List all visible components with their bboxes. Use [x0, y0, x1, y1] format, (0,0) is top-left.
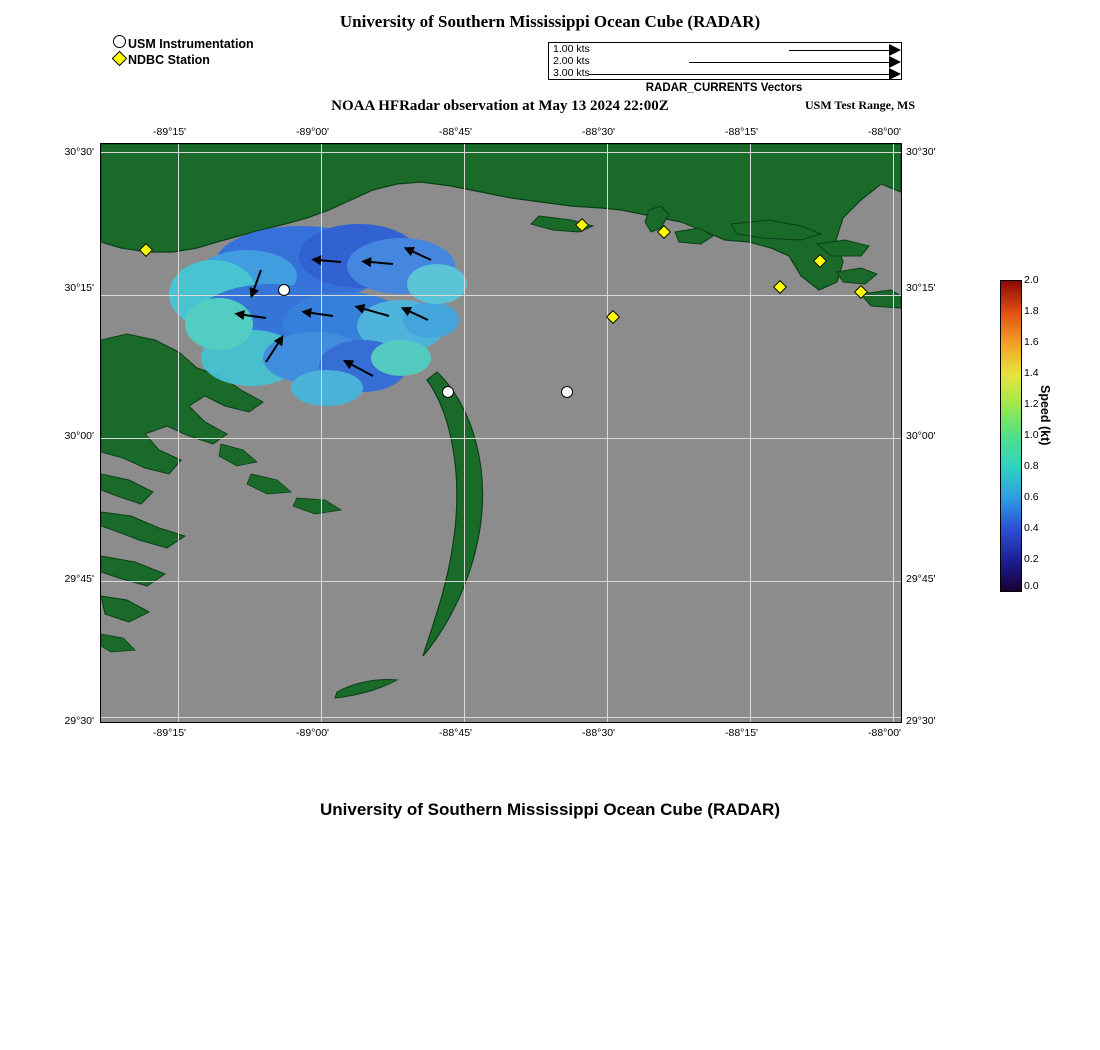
vector-key-row-2	[549, 56, 901, 68]
lat-tick-right-5: 29°30'	[906, 715, 936, 727]
land-delta-speck-2	[247, 474, 291, 494]
grid-line-lon-3	[464, 144, 465, 722]
legend-item-ndbc-label: NDBC Station	[128, 52, 210, 67]
lon-tick-top-1: -89°15'	[153, 126, 187, 138]
colorbar-tick-0-0: 0.0	[1024, 580, 1039, 592]
lat-tick-left-1: 30°30'	[64, 146, 94, 158]
usm-instrumentation-marker[interactable]	[442, 386, 454, 398]
grid-line-lat-4	[101, 581, 901, 582]
land-delta-speck-4	[101, 634, 135, 652]
lon-tick-bottom-4: -88°30'	[582, 727, 616, 739]
lat-tick-right-1: 30°30'	[906, 146, 936, 158]
grid-line-lon-2	[321, 144, 322, 722]
vector-key-arrowhead-2	[889, 56, 901, 68]
lon-tick-bottom-1: -89°15'	[153, 727, 187, 739]
colorbar-tick-0-6: 0.6	[1024, 491, 1039, 503]
map-legend	[110, 36, 254, 68]
lat-tick-left-5: 29°30'	[64, 715, 94, 727]
colorbar-tick-2-0: 2.0	[1024, 274, 1039, 286]
colorbar-axis-label: Speed (kt)	[1038, 385, 1052, 446]
grid-line-lat-3	[101, 438, 901, 439]
lat-tick-right-4: 29°45'	[906, 573, 936, 585]
lon-tick-bottom-6: -88°00'	[868, 727, 902, 739]
vector-scale-key	[548, 42, 902, 80]
grid-line-lon-1	[178, 144, 179, 722]
lon-tick-bottom-2: -89°00'	[296, 727, 330, 739]
land-barrier-arc	[423, 372, 483, 656]
footer-title: University of Southern Mississippi Ocean Cube (RADAR)	[319, 800, 780, 819]
colorbar-tick-1-0: 1.0	[1024, 429, 1039, 441]
vector-key-row-1	[549, 44, 901, 56]
grid-line-lon-6	[893, 144, 894, 722]
lat-tick-left-2: 30°15'	[64, 282, 94, 294]
lon-tick-top-3: -88°45'	[439, 126, 473, 138]
lon-tick-top-4: -88°30'	[582, 126, 616, 138]
colorbar-tick-0-8: 0.8	[1024, 460, 1039, 472]
land-delta-lobe-2	[101, 512, 185, 548]
legend-item-usm-label: USM Instrumentation	[128, 36, 254, 51]
lon-tick-top-2: -89°00'	[296, 126, 330, 138]
lat-tick-right-2: 30°15'	[906, 282, 936, 294]
land-island-5	[837, 268, 877, 284]
vector-key-line-2	[689, 62, 889, 63]
observation-subtitle: NOAA HFRadar observation at May 13 2024 22:00Z	[331, 98, 669, 114]
diamond-marker-icon	[110, 51, 128, 69]
vector-key-label-1: 1.00 kts	[553, 43, 590, 55]
colorbar-tick-0-2: 0.2	[1024, 553, 1039, 565]
lon-tick-top-5: -88°15'	[725, 126, 759, 138]
lat-tick-left-3: 30°00'	[64, 430, 94, 442]
page-title: University of Southern Mississippi Ocean Cube (RADAR)	[339, 12, 761, 31]
range-label: USM Test Range, MS	[804, 98, 915, 112]
grid-line-lat-5	[101, 717, 901, 718]
grid-line-lon-4	[607, 144, 608, 722]
vector-key-label-3: 3.00 kts	[553, 67, 590, 79]
vector-key-arrowhead-1	[889, 44, 901, 56]
lon-tick-top-6: -88°00'	[868, 126, 902, 138]
grid-line-lon-5	[750, 144, 751, 722]
land-delta-speck-1	[219, 444, 257, 466]
colorbar-gradient	[1000, 280, 1022, 592]
colorbar-tick-1-6: 1.6	[1024, 336, 1039, 348]
map-canvas[interactable]	[100, 143, 902, 723]
vector-key-line-1	[789, 50, 889, 51]
lon-tick-bottom-5: -88°15'	[725, 727, 759, 739]
colorbar-tick-1-8: 1.8	[1024, 305, 1039, 317]
colorbar-tick-0-4: 0.4	[1024, 522, 1039, 534]
legend-item-ndbc	[110, 52, 254, 67]
vector-key-label-2: 2.00 kts	[553, 55, 590, 67]
coastline-layer	[101, 144, 901, 722]
legend-item-usm	[110, 36, 254, 51]
land-delta-lobe-4	[101, 596, 149, 622]
land-barrier-arc-tail	[335, 680, 397, 699]
vector-key-line-3	[589, 74, 889, 75]
vector-key-row-3	[549, 68, 901, 80]
colorbar-tick-1-4: 1.4	[1024, 367, 1039, 379]
usm-instrumentation-marker[interactable]	[561, 386, 573, 398]
lat-tick-left-4: 29°45'	[64, 573, 94, 585]
lat-tick-right-3: 30°00'	[906, 430, 936, 442]
colorbar-tick-1-2: 1.2	[1024, 398, 1039, 410]
lon-tick-bottom-3: -88°45'	[439, 727, 473, 739]
grid-line-lat-2	[101, 295, 901, 296]
grid-line-lat-1	[101, 152, 901, 153]
usm-instrumentation-marker[interactable]	[278, 284, 290, 296]
vector-key-arrowhead-3	[889, 68, 901, 80]
land-delta-lobe-1	[101, 474, 153, 504]
land-delta-speck-3	[293, 498, 341, 514]
vector-key-caption: RADAR_CURRENTS Vectors	[645, 82, 803, 94]
